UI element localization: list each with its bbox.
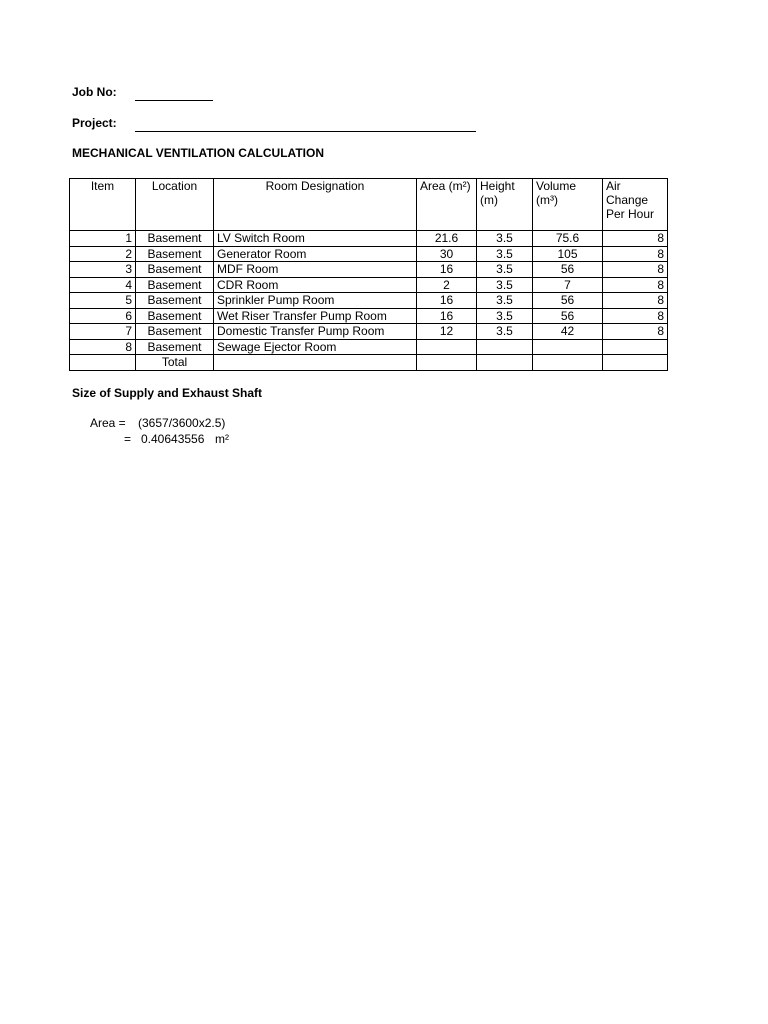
job-no-label: Job No: — [72, 85, 117, 99]
table-row — [70, 293, 668, 309]
table-row — [70, 246, 668, 262]
cell-room: Generator Room — [214, 246, 417, 262]
table-row — [70, 277, 668, 293]
cell-area: 16 — [417, 308, 477, 324]
col-header-area: Area (m²) — [417, 179, 477, 231]
col-header-height: Height (m) — [477, 179, 533, 231]
project-field[interactable] — [135, 131, 476, 132]
cell-height: 3.5 — [477, 262, 533, 278]
cell-room: MDF Room — [214, 262, 417, 278]
cell-item: 7 — [70, 324, 136, 340]
shaft-heading: Size of Supply and Exhaust Shaft — [72, 386, 263, 400]
cell-height: 3.5 — [477, 246, 533, 262]
cell-location: Basement — [136, 339, 214, 355]
cell-location: Basement — [136, 293, 214, 309]
total-cell — [603, 355, 668, 371]
cell-volume: 56 — [533, 308, 603, 324]
table-row — [70, 308, 668, 324]
total-cell — [533, 355, 603, 371]
table-row — [70, 231, 668, 247]
cell-area — [417, 339, 477, 355]
table-row — [70, 339, 668, 355]
col-header-location: Location — [136, 179, 214, 231]
total-cell — [214, 355, 417, 371]
cell-volume: 105 — [533, 246, 603, 262]
cell-location: Basement — [136, 324, 214, 340]
cell-item: 3 — [70, 262, 136, 278]
table-row — [70, 324, 668, 340]
cell-volume: 56 — [533, 262, 603, 278]
page-title: MECHANICAL VENTILATION CALCULATION — [72, 146, 324, 160]
cell-air-change: 8 — [603, 262, 668, 278]
col-header-volume: Volume (m³) — [533, 179, 603, 231]
cell-air-change: 8 — [603, 277, 668, 293]
cell-area: 12 — [417, 324, 477, 340]
total-cell — [417, 355, 477, 371]
cell-air-change: 8 — [603, 308, 668, 324]
cell-location: Basement — [136, 231, 214, 247]
cell-location: Basement — [136, 246, 214, 262]
cell-area: 21.6 — [417, 231, 477, 247]
cell-location: Basement — [136, 277, 214, 293]
cell-item: 1 — [70, 231, 136, 247]
cell-height: 3.5 — [477, 308, 533, 324]
cell-area: 16 — [417, 262, 477, 278]
col-header-item: Item — [70, 179, 136, 231]
cell-air-change — [603, 339, 668, 355]
cell-room: LV Switch Room — [214, 231, 417, 247]
table-header-row — [70, 179, 668, 231]
project-label: Project: — [72, 116, 117, 130]
total-cell — [477, 355, 533, 371]
cell-height: 3.5 — [477, 324, 533, 340]
cell-air-change: 8 — [603, 324, 668, 340]
cell-item: 2 — [70, 246, 136, 262]
cell-volume: 42 — [533, 324, 603, 340]
cell-height: 3.5 — [477, 293, 533, 309]
cell-item: 5 — [70, 293, 136, 309]
cell-room: Domestic Transfer Pump Room — [214, 324, 417, 340]
cell-item: 6 — [70, 308, 136, 324]
total-row — [70, 355, 668, 371]
col-header-room-designation: Room Designation — [214, 179, 417, 231]
cell-location: Basement — [136, 262, 214, 278]
area-label: Area = — [90, 416, 126, 430]
ventilation-table — [69, 178, 668, 371]
cell-room: Wet Riser Transfer Pump Room — [214, 308, 417, 324]
cell-item: 4 — [70, 277, 136, 293]
cell-air-change: 8 — [603, 231, 668, 247]
cell-item: 8 — [70, 339, 136, 355]
area-unit: m² — [215, 432, 229, 446]
cell-height — [477, 339, 533, 355]
cell-volume: 75.6 — [533, 231, 603, 247]
cell-area: 16 — [417, 293, 477, 309]
cell-area: 2 — [417, 277, 477, 293]
total-cell — [70, 355, 136, 371]
cell-room: CDR Room — [214, 277, 417, 293]
cell-volume: 56 — [533, 293, 603, 309]
cell-location: Basement — [136, 308, 214, 324]
area-formula: (3657/3600x2.5) — [138, 416, 226, 430]
cell-height: 3.5 — [477, 277, 533, 293]
cell-height: 3.5 — [477, 231, 533, 247]
job-no-field[interactable] — [135, 100, 213, 101]
total-label: Total — [136, 355, 214, 371]
cell-area: 30 — [417, 246, 477, 262]
table-row — [70, 262, 668, 278]
equals-sign: = — [124, 432, 132, 446]
area-result: 0.40643556 — [141, 432, 205, 446]
cell-room: Sprinkler Pump Room — [214, 293, 417, 309]
cell-volume: 7 — [533, 277, 603, 293]
col-header-air-change: Air Change Per Hour — [603, 179, 668, 231]
cell-room: Sewage Ejector Room — [214, 339, 417, 355]
cell-volume — [533, 339, 603, 355]
cell-air-change: 8 — [603, 293, 668, 309]
cell-air-change: 8 — [603, 246, 668, 262]
